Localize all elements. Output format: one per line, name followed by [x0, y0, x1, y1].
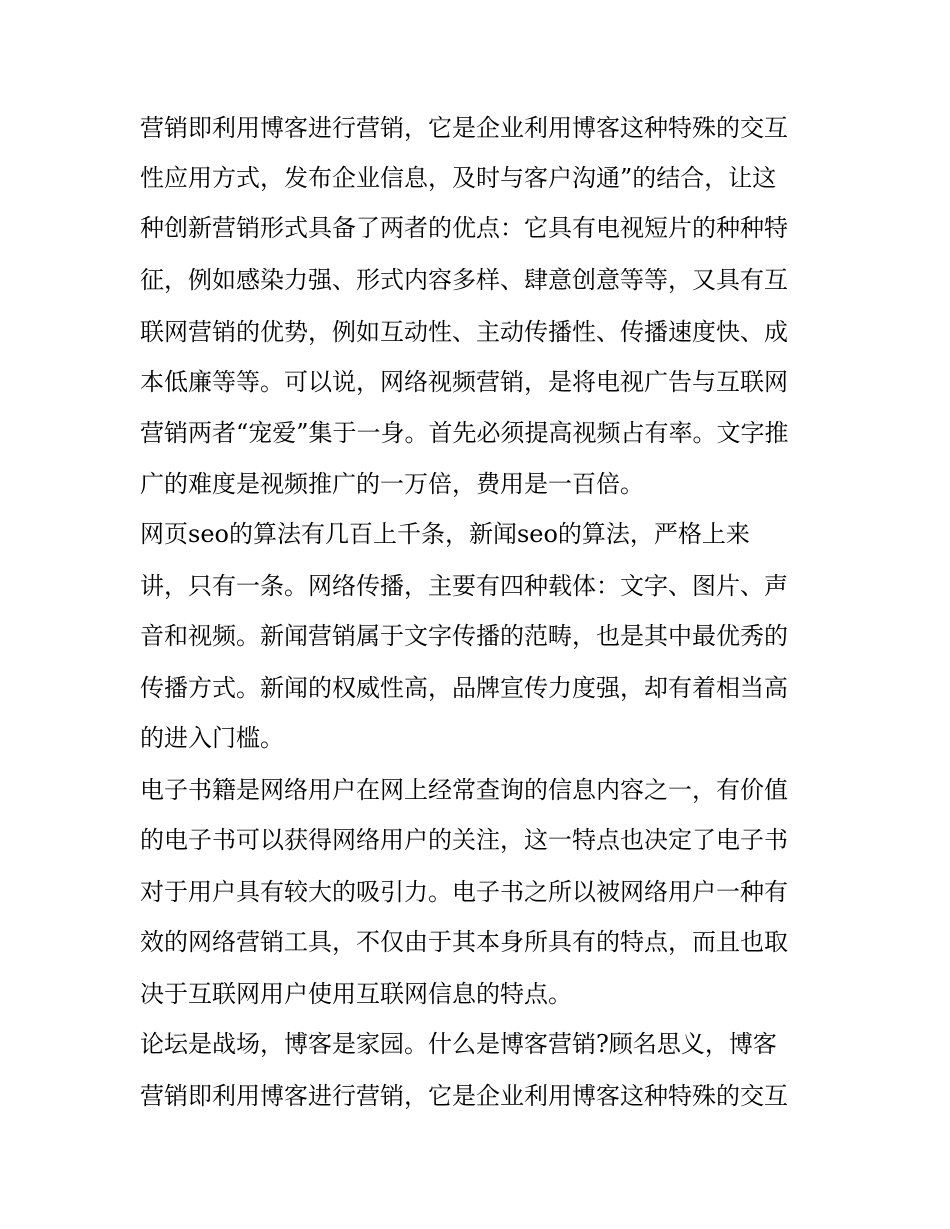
text-line: 广的难度是视频推广的一万倍，费用是一百倍。	[140, 470, 644, 498]
text-line: 网页seo的算法有几百上千条，新闻seo的算法，严格上来	[140, 520, 750, 548]
text-line: 的电子书可以获得网络用户的关注，这一特点也决定了电子书	[140, 826, 788, 854]
text-line: 音和视频。新闻营销属于文字传播的范畴，也是其中最优秀的	[140, 622, 788, 650]
text-line: 联网营销的优势，例如互动性、主动传播性、传播速度快、成	[140, 318, 788, 346]
text-line: 营销两者“宠爱”集于一身。首先必须提高视频占有率。文字推	[140, 419, 789, 447]
text-line: 营销即利用博客进行营销，它是企业利用博客这种特殊的交互	[140, 1082, 788, 1110]
text-line: 传播方式。新闻的权威性高，品牌宣传力度强，却有着相当高	[140, 674, 788, 702]
text-line: 决于互联网用户使用互联网信息的特点。	[140, 980, 572, 1008]
text-line: 的进入门槛。	[140, 724, 284, 752]
text-line: 性应用方式，发布企业信息，及时与客户沟通”的结合，让这	[140, 164, 777, 192]
text-line: 讲，只有一条。网络传播，主要有四种载体：文字、图片、声	[140, 572, 788, 600]
text-line: 征，例如感染力强、形式内容多样、肆意创意等等，又具有互	[140, 266, 788, 294]
text-line: 种创新营销形式具备了两者的优点：它具有电视短片的种种特	[140, 214, 788, 242]
text-line: 营销即利用博客进行营销，它是企业利用博客这种特殊的交互	[140, 114, 788, 142]
text-line: 论坛是战场，博客是家园。什么是博客营销?顾名思义，博客	[140, 1030, 777, 1058]
text-line: 对于用户具有较大的吸引力。电子书之所以被网络用户一种有	[140, 878, 788, 906]
text-line: 电子书籍是网络用户在网上经常查询的信息内容之一，有价值	[140, 776, 788, 804]
text-line: 效的网络营销工具，不仅由于其本身所具有的特点，而且也取	[140, 928, 788, 956]
text-line: 本低廉等等。可以说，网络视频营销，是将电视广告与互联网	[140, 368, 788, 396]
